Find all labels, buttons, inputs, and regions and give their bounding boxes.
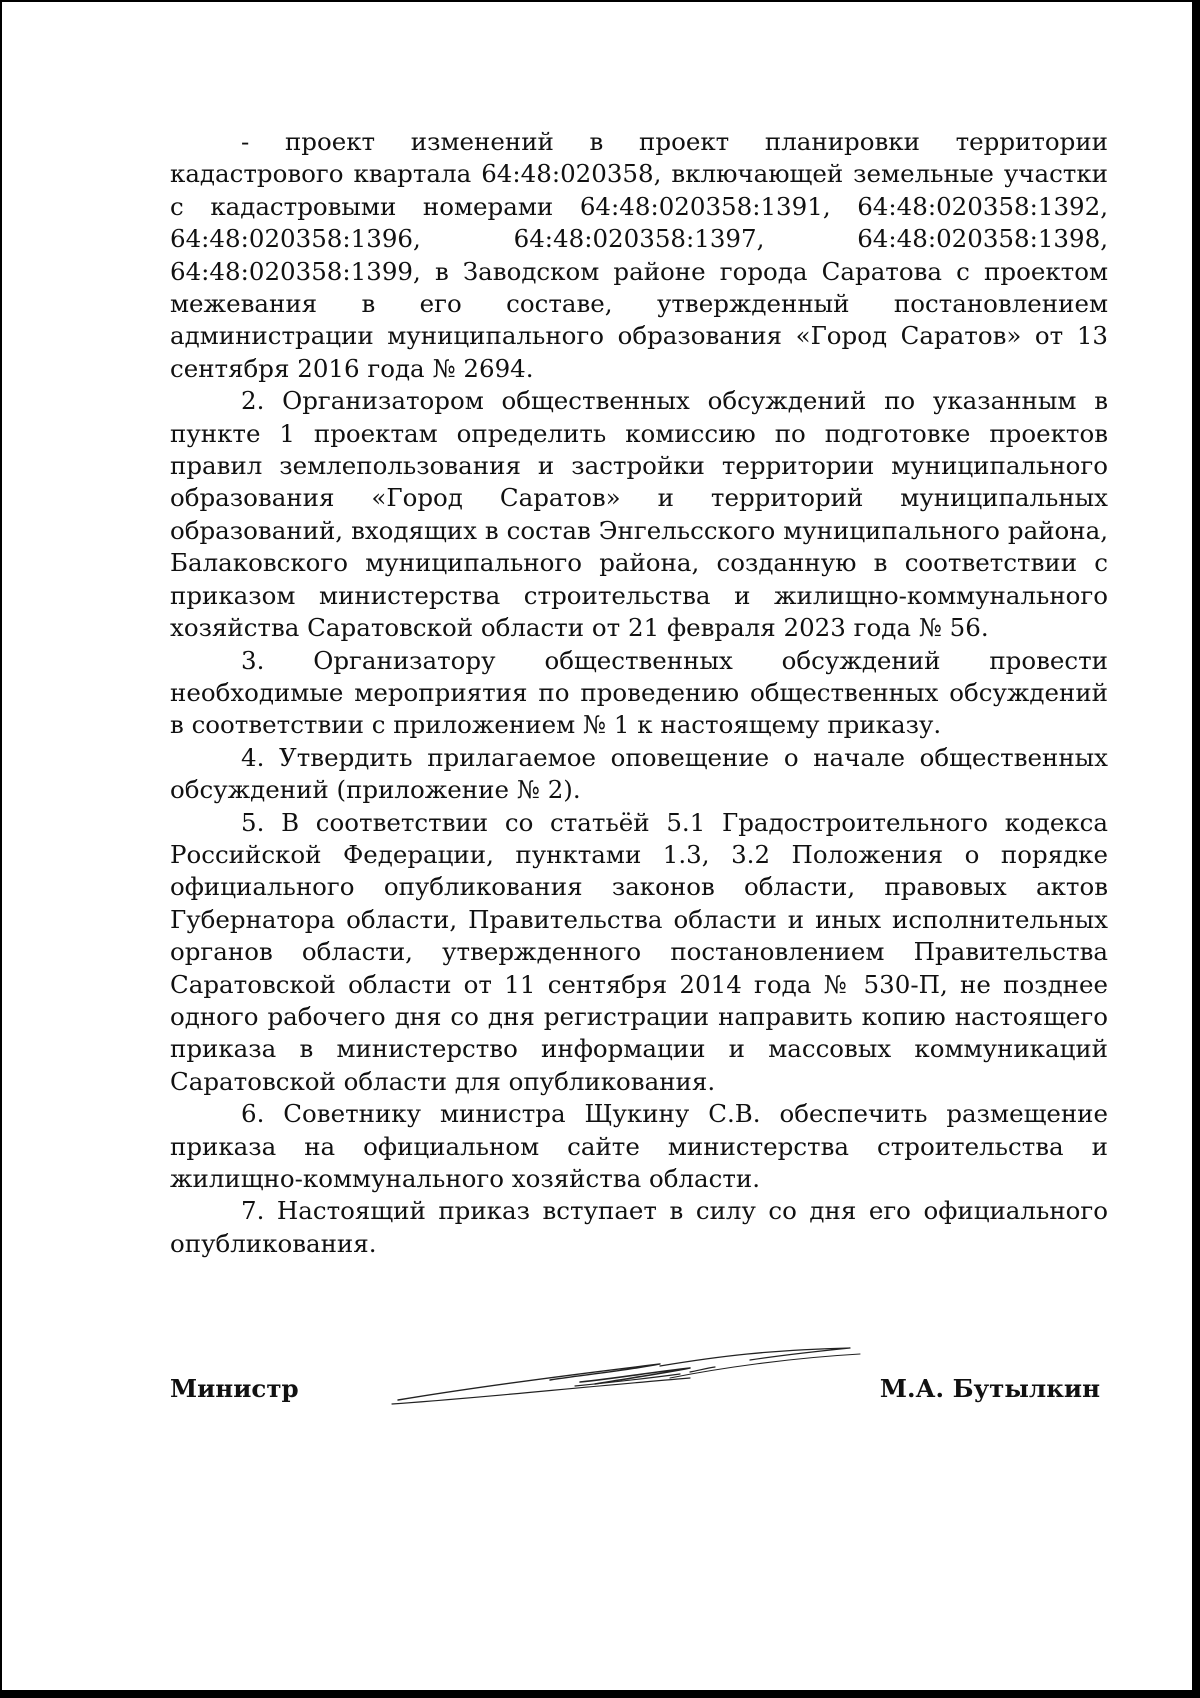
paragraph-6-website: 6. Советнику министра Щукину С.В. обеспечить размещение приказа на официальном сайте министерства строительства и жилищно-коммунального хозяйства области.	[170, 1099, 1108, 1193]
document-body	[170, 126, 1108, 1260]
signature-block	[170, 1366, 1100, 1416]
signer-title: Министр	[170, 1374, 299, 1403]
paragraph-2-organizer: 2. Организатором общественных обсуждений по указанным в пункте 1 проектам определить комиссию по подготовке проектов правил землепользования и застройки территории муниципального образования «Город Саратов» и территорий муниципальных образований, входящих в состав Энгельсского муниципального района, Балаковского муниципального района, созданную в соответствии с приказом министерства строительства и жилищно-коммунального хозяйства Саратовской области от 21 февраля 2023 года № 56.	[170, 386, 1108, 643]
paragraph-4-notice: 4. Утвердить прилагаемое оповещение о начале общественных обсуждений (приложение № 2).	[170, 742, 1108, 805]
paragraph-7-effective: 7. Настоящий приказ вступает в силу со дня его официального опубликования.	[170, 1196, 1108, 1258]
signer-name: М.А. Бутылкин	[879, 1374, 1100, 1403]
paragraph-project-item: - проект изменений в проект планировки территории кадастрового квартала 64:48:020358, включающей земельные участки с кадастровыми номерами 64:48:020358:1391, 64:48:020358:1392, 64:48:020358:1396, 64:48:020358:1397, 64:48:020358:1398, 64:48:020358:1399, в Заводском районе города Саратова с проектом межевания в его составе, утвержденный постановлением администрации муниципального образования «Город Саратов» от 13 сентября 2016 года № 2694.	[170, 127, 1108, 383]
paragraph-3-events: 3. Организатору общественных обсуждений провести необходимые мероприятия по проведению общественных обсуждений в соответствии с приложением № 1 к настоящему приказу.	[170, 645, 1108, 740]
paragraph-5-publication: 5. В соответствии со статьёй 5.1 Градостроительного кодекса Российской Федерации, пунктами 1.3, 3.2 Положения о порядке официального опубликования законов области, правовых актов Губернатора области, Правительства области и иных исполнительных органов области, утвержденного постановлением Правительства Саратовской области от 11 сентября 2014 года № 530-П, не позднее одного рабочего дня со дня регистрации направить копию настоящего приказа в министерство информации и массовых коммуникаций Саратовской области для опубликования.	[170, 807, 1108, 1096]
